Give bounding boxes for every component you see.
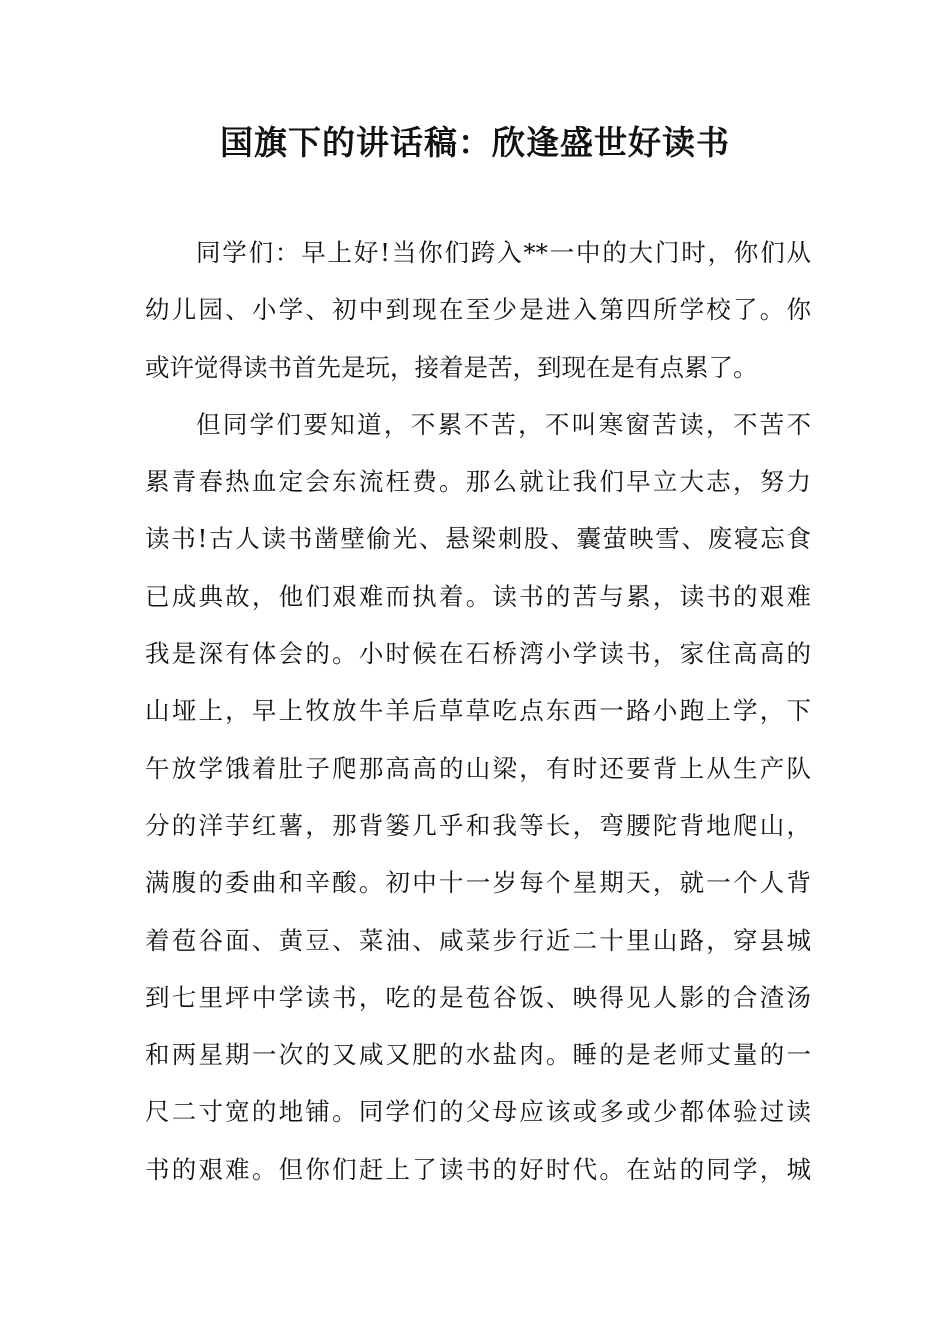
text-line: 累青春热血定会东流枉费。那么就让我们早立大志，努力 (145, 467, 811, 497)
text-line: 分的洋芋红薯，那背篓几乎和我等长，弯腰陀背地爬山， (145, 810, 811, 840)
text-line: 和两星期一次的又咸又肥的水盐肉。睡的是老师丈量的一 (145, 1040, 811, 1070)
document-title: 国旗下的讲话稿：欣逢盛世好读书 (220, 123, 730, 162)
text-line: 但同学们要知道，不累不苦，不叫寒窗苦读，不苦不 (196, 409, 811, 439)
text-line: 我是深有体会的。小时候在石桥湾小学读书，家住高高的 (145, 639, 811, 669)
paragraph-1 (145, 224, 811, 396)
paragraph-2 (145, 396, 811, 1198)
text-line: 幼儿园、小学、初中到现在至少是进入第四所学校了。你 (145, 295, 811, 325)
text-line: 尺二寸宽的地铺。同学们的父母应该或多或少都体验过读 (145, 1097, 811, 1127)
text-line: 到七里坪中学读书，吃的是苞谷饭、映得见人影的合渣汤 (145, 982, 811, 1012)
text-line: 已成典故，他们艰难而执着。读书的苦与累，读书的艰难 (145, 581, 811, 611)
text-line: 山垭上，早上牧放牛羊后草草吃点东西一路小跑上学，下 (145, 696, 811, 726)
document-body (145, 224, 811, 1198)
text-line: 书的艰难。但你们赶上了读书的好时代。在站的同学，城 (145, 1154, 811, 1184)
text-line: 着苞谷面、黄豆、菜油、咸菜步行近二十里山路，穿县城 (145, 925, 811, 955)
text-line: 同学们：早上好!当你们跨入**一中的大门时，你们从 (196, 238, 811, 267)
text-line: 读书!古人读书凿壁偷光、悬梁刺股、囊萤映雪、废寝忘食 (145, 524, 811, 554)
text-line: 满腹的委曲和辛酸。初中十一岁每个星期天，就一个人背 (145, 868, 811, 898)
text-line: 或许觉得读书首先是玩，接着是苦，到现在是有点累了。 (145, 352, 758, 382)
text-line: 午放学饿着肚子爬那高高的山梁，有时还要背上从生产队 (145, 753, 811, 783)
